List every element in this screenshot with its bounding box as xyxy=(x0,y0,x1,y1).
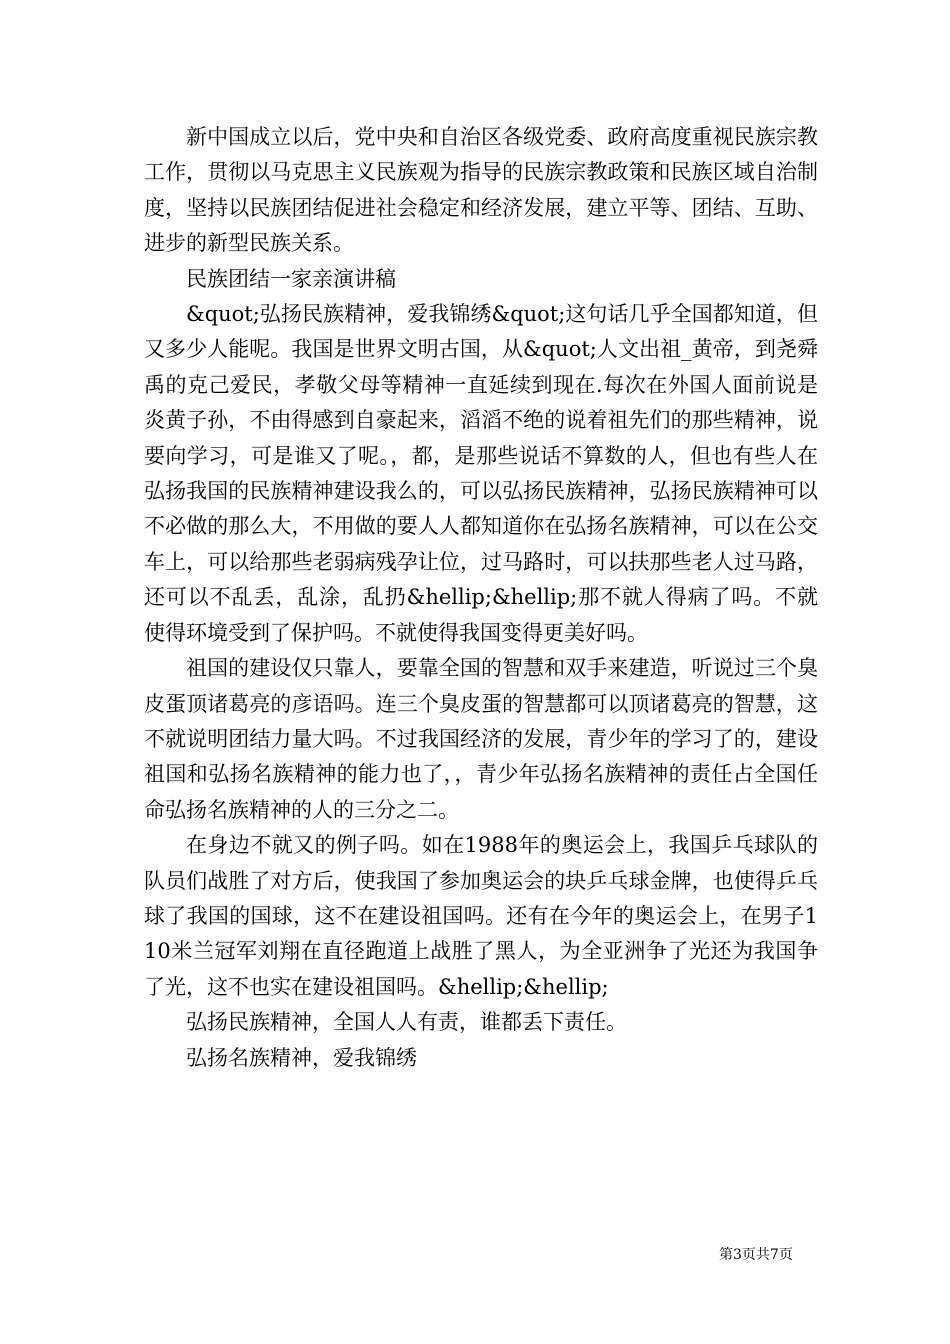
speech-title: 民族团结一家亲演讲稿 xyxy=(186,266,396,291)
paragraph: 在身边不就又的例子吗。如在1988年的奥运会上，我国乒乓球队的队员们战胜了对方后，使我国了参加奥运会的块乒乓球金牌，也使得乒乓球了我国的国球，这不在建设祖国吗。还有在今年的奥运会上，在男子110米兰冠军刘翔在直径跑道上战胜了黑人，为全亚洲争了光还为我国争了光，这不也实在建设祖国吗。&hellip;&hellip; xyxy=(144,833,818,999)
paragraph: 弘扬民族精神，全国人人有责，谁都丢下责任。 xyxy=(186,1010,627,1035)
paragraph: &quot;弘扬民族精神，爱我锦绣&quot;这句话几乎全国都知道，但又多少人能呢。我国是世界文明古国，从&quot;人文出祖_黄帝，到尧舜禹的克己爱民，孝敬父母等精神一直延续到现在.每次在外国人面前说是炎黄子孙，不由得感到自豪起来，滔滔不绝的说着祖先们的那些精神，说要向学习，可是谁又了呢。，都，是那些说话不算数的人，但也有些人在弘扬我国的民族精神建设我么的，可以弘扬民族精神，弘扬民族精神可以不必做的那么大，不用做的要人人都知道你在弘扬名族精神，可以在公交车上，可以给那些老弱病残孕让位，过马路时，可以扶那些老人过马路，还可以不乱丢，乱涂，乱扔&hellip;&hellip;那不就人得病了吗。不就使得环境受到了保护吗。不就使得我国变得更美好吗。 xyxy=(144,302,818,645)
page-number-footer: 第3页共7页 xyxy=(719,1247,793,1263)
paragraph: 弘扬名族精神，爱我锦绣 xyxy=(186,1045,417,1070)
paragraph: 新中国成立以后，党中央和自治区各级党委、政府高度重视民族宗教工作，贯彻以马克思主义民族观为指导的民族宗教政策和民族区域自治制度，坚持以民族团结促进社会稳定和经济发展，建立平等、团结、互助、进步的新型民族关系。 xyxy=(144,125,818,256)
paragraph: 祖国的建设仅只靠人，要靠全国的智慧和双手来建造，听说过三个臭皮蛋顶诸葛亮的彦语吗。连三个臭皮蛋的智慧都可以顶诸葛亮的智慧，这不就说明团结力量大吗。不过我国经济的发展，青少年的学习了的，建设祖国和弘扬名族精神的能力也了，，青少年弘扬名族精神的责任占全国任命弘扬名族精神的人的三分之二。 xyxy=(144,656,818,822)
document-body xyxy=(144,120,818,1076)
